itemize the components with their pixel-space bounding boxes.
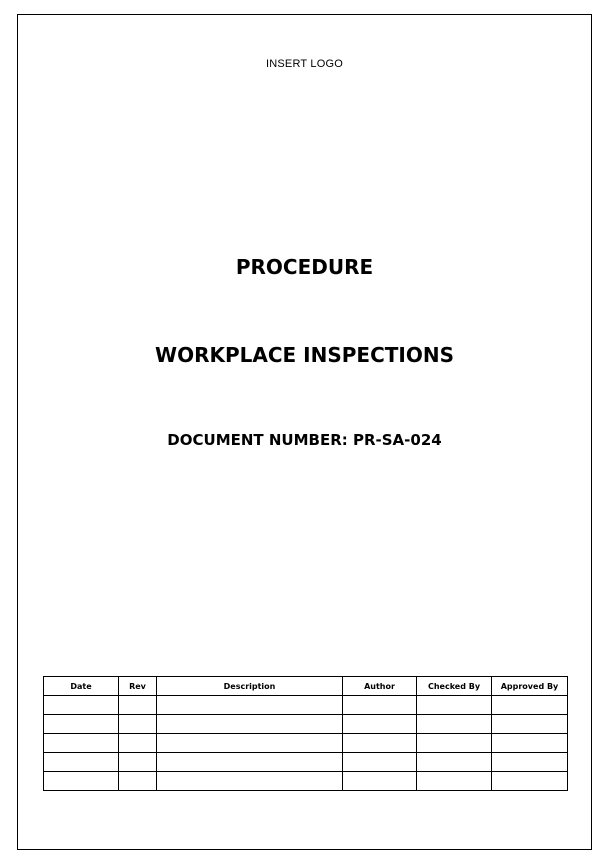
- column-header-date: Date: [44, 677, 119, 696]
- column-header-checked-by: Checked By: [417, 677, 492, 696]
- table-cell[interactable]: [492, 772, 568, 791]
- table-cell[interactable]: [119, 715, 157, 734]
- logo-placeholder: INSERT LOGO: [266, 58, 343, 70]
- table-cell[interactable]: [343, 696, 417, 715]
- document-title: WORKPLACE INSPECTIONS: [155, 343, 454, 367]
- table-cell[interactable]: [119, 734, 157, 753]
- table-cell[interactable]: [44, 772, 119, 791]
- table-cell[interactable]: [157, 734, 343, 753]
- table-cell[interactable]: [492, 715, 568, 734]
- revision-table-header: [44, 677, 568, 696]
- table-cell[interactable]: [417, 772, 492, 791]
- table-cell[interactable]: [157, 715, 343, 734]
- table-row: [44, 772, 568, 791]
- table-cell[interactable]: [492, 734, 568, 753]
- table-cell[interactable]: [417, 715, 492, 734]
- revision-table: [43, 676, 568, 791]
- column-header-author: Author: [343, 677, 417, 696]
- table-cell[interactable]: [343, 772, 417, 791]
- table-cell[interactable]: [343, 734, 417, 753]
- document-type: PROCEDURE: [235, 255, 374, 279]
- table-cell[interactable]: [119, 772, 157, 791]
- table-cell[interactable]: [417, 696, 492, 715]
- table-cell[interactable]: [157, 772, 343, 791]
- table-cell[interactable]: [119, 753, 157, 772]
- table-cell[interactable]: [417, 734, 492, 753]
- table-row: [44, 715, 568, 734]
- table-row: [44, 734, 568, 753]
- table-cell[interactable]: [44, 696, 119, 715]
- table-cell[interactable]: [417, 753, 492, 772]
- table-cell[interactable]: [157, 753, 343, 772]
- table-cell[interactable]: [343, 753, 417, 772]
- table-cell[interactable]: [119, 696, 157, 715]
- column-header-description: Description: [157, 677, 343, 696]
- table-cell[interactable]: [492, 696, 568, 715]
- column-header-rev: Rev: [119, 677, 157, 696]
- table-cell[interactable]: [157, 696, 343, 715]
- document-number: DOCUMENT NUMBER: PR-SA-024: [167, 431, 442, 449]
- table-cell[interactable]: [44, 734, 119, 753]
- table-cell[interactable]: [44, 715, 119, 734]
- table-cell[interactable]: [44, 753, 119, 772]
- column-header-approved-by: Approved By: [492, 677, 568, 696]
- table-row: [44, 696, 568, 715]
- table-cell[interactable]: [343, 715, 417, 734]
- table-cell[interactable]: [492, 753, 568, 772]
- table-row: [44, 753, 568, 772]
